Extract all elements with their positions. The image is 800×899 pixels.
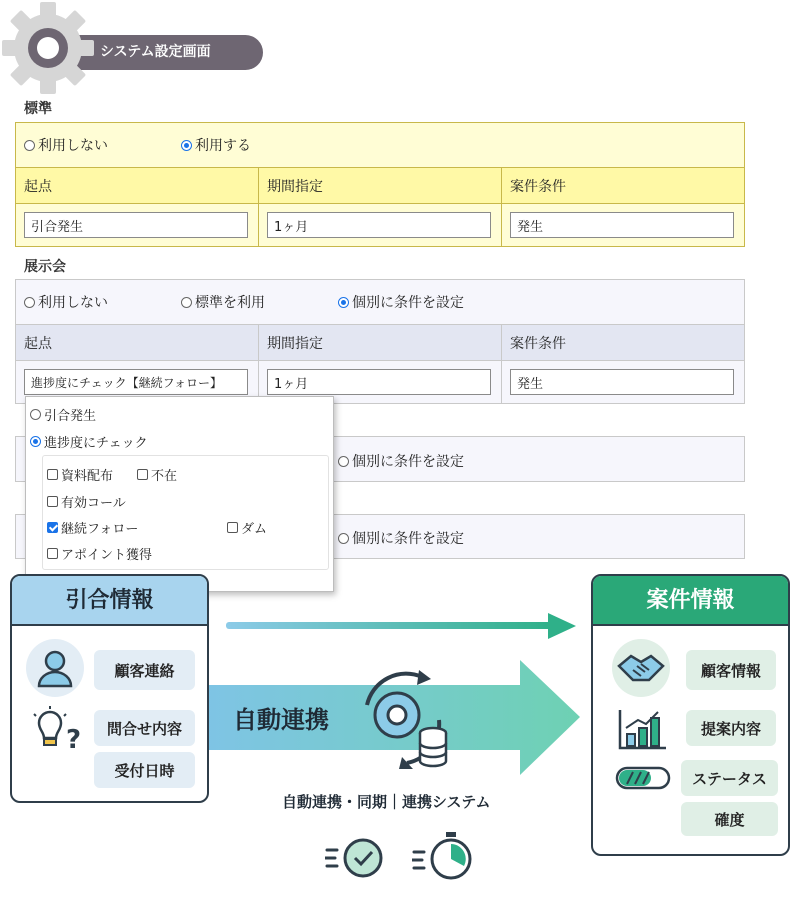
lightbulb-question-icon <box>26 706 88 756</box>
svg-text:?: ? <box>66 725 82 755</box>
item-received-date: 受付日時 <box>94 752 195 788</box>
exhibition-settings-table <box>15 279 745 404</box>
auto-sync-label: 自動連携 <box>233 706 329 734</box>
progress-checklist <box>42 455 329 570</box>
column-header-origin: 起点 <box>16 168 259 203</box>
check-dummy[interactable]: ダム <box>227 518 267 537</box>
radio-exhibition-off[interactable]: 利用しない <box>24 292 181 312</box>
period-input[interactable]: 1ヶ月 <box>267 212 491 238</box>
sync-gear-icon <box>347 665 457 775</box>
standard-settings-table <box>15 122 745 247</box>
stopwatch-icon <box>412 830 472 882</box>
deal-info-panel <box>591 574 790 856</box>
radio-custom-hidden-2[interactable]: 個別に条件を設定 <box>338 528 464 548</box>
bar-chart-icon <box>618 708 668 752</box>
check-absent[interactable]: 不在 <box>137 465 177 484</box>
origin-input[interactable]: 引合発生 <box>24 212 248 238</box>
top-arrow <box>226 611 578 641</box>
handshake-icon <box>609 638 673 698</box>
radio-standard-on[interactable]: 利用する <box>181 135 251 155</box>
check-material[interactable]: 資料配布 <box>47 465 113 484</box>
check-continued-follow[interactable]: 継続フォロー <box>47 518 138 537</box>
item-customer-info: 顧客情報 <box>686 650 776 690</box>
section-label-standard: 標準 <box>24 101 52 117</box>
column-header-period: 期間指定 <box>259 168 502 203</box>
item-customer-contact: 顧客連絡 <box>94 650 195 690</box>
status-toggle-icon <box>615 766 671 790</box>
column-header-condition: 案件条件 <box>510 178 566 195</box>
deal-info-title: 案件情報 <box>593 576 788 626</box>
inquiry-info-title: 引合情報 <box>12 576 207 626</box>
gear-check-icon <box>325 832 385 882</box>
person-icon <box>25 638 85 698</box>
item-probability: 確度 <box>681 802 778 836</box>
check-valid-call[interactable]: 有効コール <box>47 492 126 511</box>
check-appointment[interactable]: アポイント獲得 <box>47 544 152 563</box>
page-title: システム設定画面 <box>60 35 263 70</box>
sync-caption: 自動連携・同期｜連携システム <box>282 793 491 811</box>
item-proposal: 提案内容 <box>686 710 776 746</box>
column-header-period: 期間指定 <box>259 325 502 360</box>
radio-standard-off[interactable]: 利用しない <box>24 135 181 155</box>
condition-input[interactable]: 発生 <box>510 212 734 238</box>
radio-custom-hidden-1[interactable]: 個別に条件を設定 <box>338 451 464 471</box>
column-header-origin: 起点 <box>16 325 259 360</box>
section-label-exhibition: 展示会 <box>24 259 66 275</box>
radio-exhibition-custom[interactable]: 個別に条件を設定 <box>338 292 464 312</box>
inquiry-info-panel <box>10 574 209 803</box>
column-header-condition: 案件条件 <box>510 335 566 352</box>
dropdown-option-inquiry[interactable]: 引合発生 <box>30 405 96 424</box>
condition-input[interactable]: 発生 <box>510 369 734 395</box>
origin-input[interactable]: 進捗度にチェック【継続フォロー】 <box>24 369 248 395</box>
period-input[interactable]: 1ヶ月 <box>267 369 491 395</box>
origin-dropdown <box>25 396 334 592</box>
item-inquiry-content: 問合せ内容 <box>94 710 195 746</box>
radio-exhibition-standard[interactable]: 標準を利用 <box>181 292 338 312</box>
gear-icon <box>2 2 94 94</box>
item-status: ステータス <box>681 760 778 796</box>
dropdown-option-progress[interactable]: 進捗度にチェック <box>30 432 148 451</box>
